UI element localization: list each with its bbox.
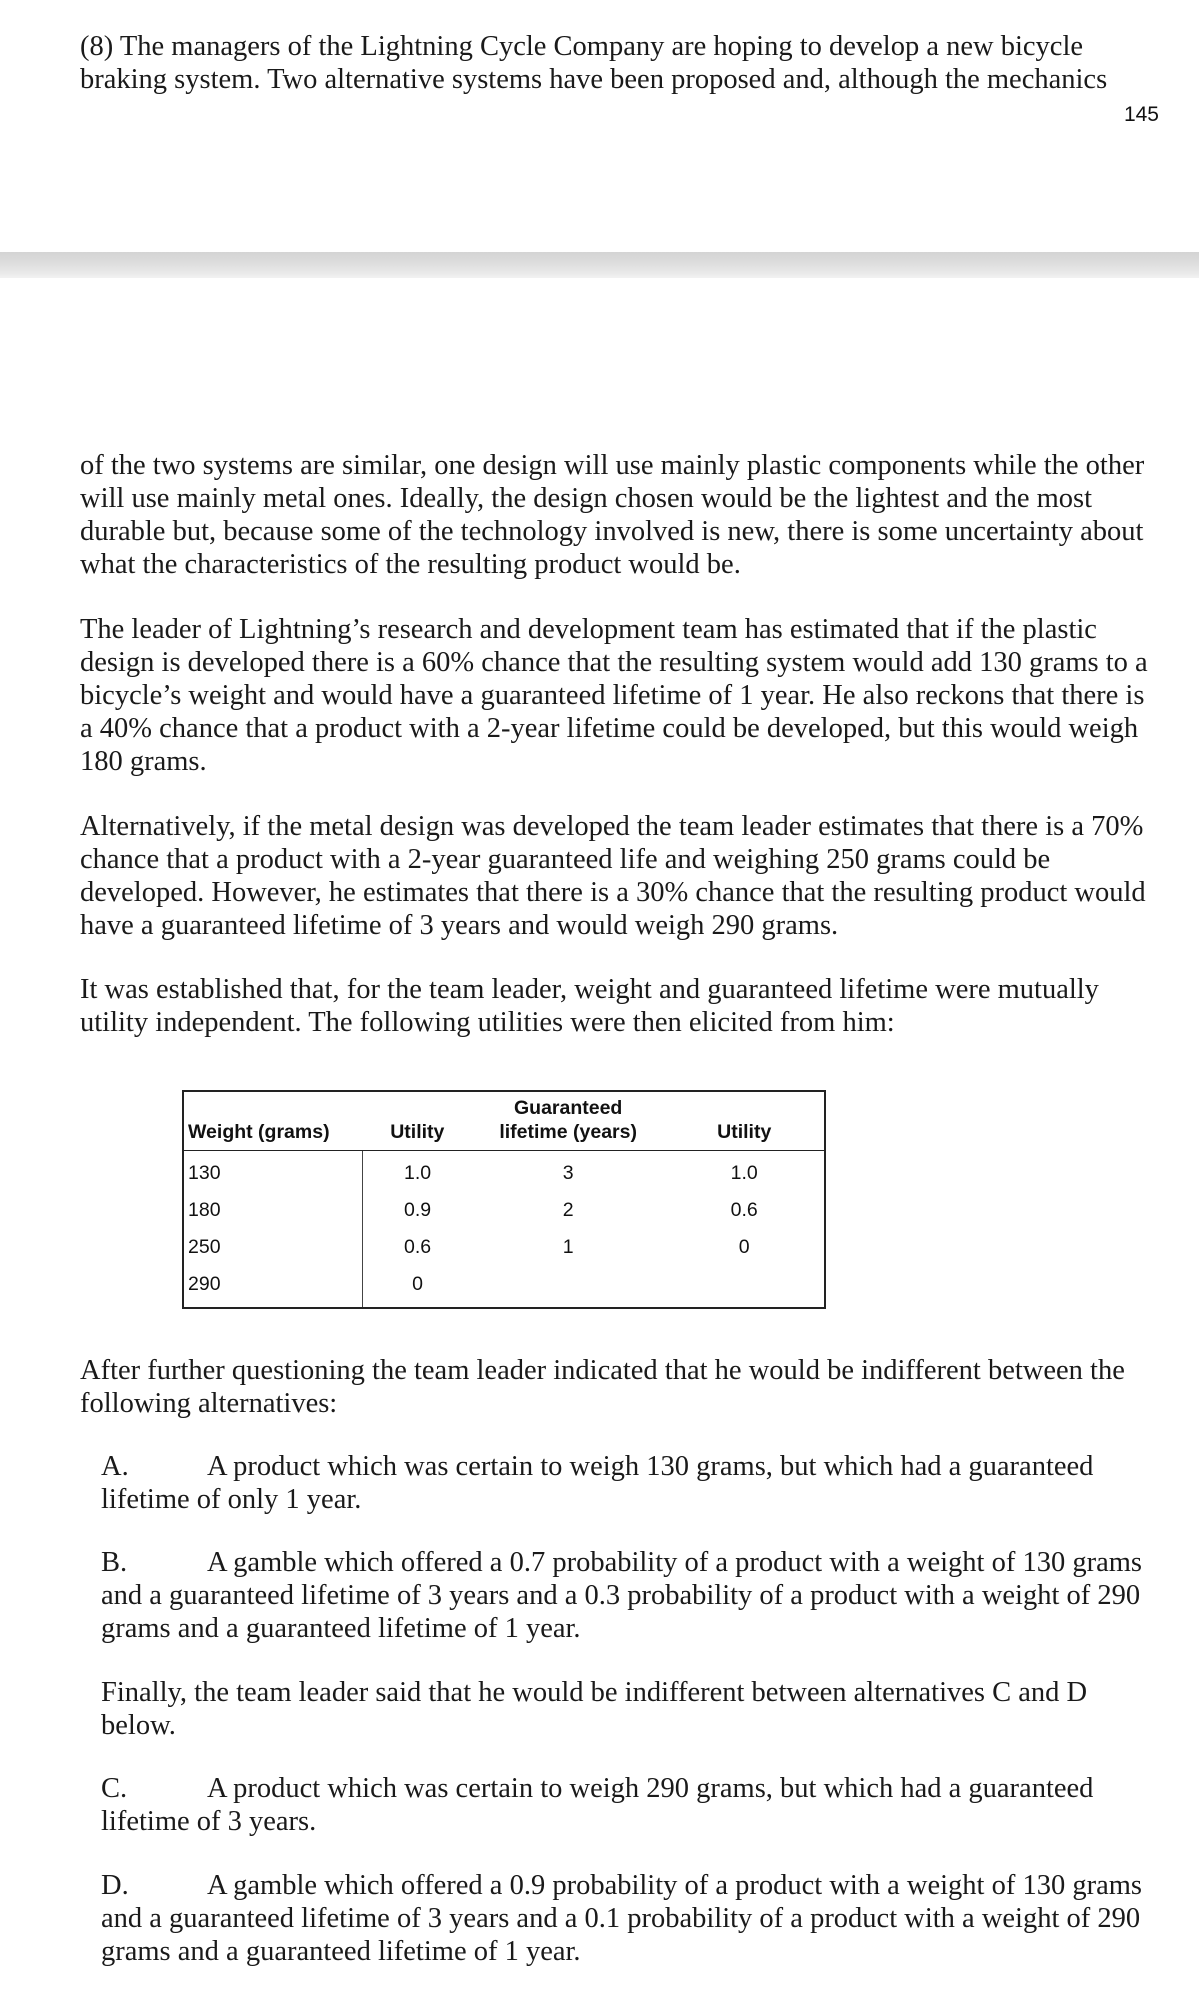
option-b-letter: B. xyxy=(101,1547,128,1578)
question-heading xyxy=(80,30,1160,96)
option-b xyxy=(101,1546,1161,1645)
option-a xyxy=(101,1450,1161,1516)
utility-table xyxy=(182,1090,826,1309)
option-c-text: A product which was certain to weigh 290 grams, but which had a guaranteed lifetime of 3 years. xyxy=(101,1773,1094,1837)
paragraph-metal-design: Alternatively, if the metal design was developed the team leader estimates that there is a 70% chance that a product with a 2-year guaranteed life and weighing 250 grams could be developed. However, he estimates that there is a 30% chance that the resulting product would have a guaranteed lifetime of 3 years and would weigh 290 grams. xyxy=(80,811,1146,941)
weight-cell: 180 xyxy=(183,1192,363,1229)
table-row xyxy=(183,1266,825,1308)
header-weight: Weight (grams) xyxy=(183,1091,363,1151)
lifetime-cell: 1 xyxy=(562,1236,574,1258)
option-a-text: A product which was certain to weigh 130 grams, but which had a guaranteed lifetime of only 1 year. xyxy=(101,1451,1094,1515)
lifetime-cell: 3 xyxy=(562,1162,574,1184)
paragraph-plastic-design: The leader of Lightning’s research and development team has estimated that if the plastic design is developed there is a 60% chance that the resulting system would add 130 grams to a bicycle’s weight and would have a guaranteed lifetime of 1 year. He also reckons that there is a 40% chance that a product with a 2-year lifetime could be developed, but this would weigh 180 grams. xyxy=(80,614,1148,777)
option-c xyxy=(101,1772,1161,1838)
header-weight-utility: Utility xyxy=(363,1091,472,1151)
heading-line-2: braking system. Two alternative systems have been proposed and, although the mechanics xyxy=(80,64,1108,95)
paragraph-systems: of the two systems are similar, one design will use mainly plastic components while the other will use mainly metal ones. Ideally, the design chosen would be the lightest and the most durable but, because some of the technology involved is new, there is some uncertainty about what the characteristics of the resulting product would be. xyxy=(80,450,1145,580)
weight-cell: 290 xyxy=(183,1266,363,1308)
weight-cell: 130 xyxy=(183,1151,363,1193)
weight-utility-cell: 1.0 xyxy=(404,1162,432,1184)
lifetime-utility-cell: 0 xyxy=(738,1236,750,1258)
option-d-letter: D. xyxy=(101,1870,129,1901)
paragraph-further-questioning: After further questioning the team leader indicated that he would be indifferent between the following alternatives: xyxy=(80,1355,1125,1419)
table-row xyxy=(183,1192,825,1229)
weight-cell: 250 xyxy=(183,1229,363,1266)
option-b-text: A gamble which offered a 0.7 probability of a product with a weight of 130 grams and a guaranteed lifetime of 3 years and a 0.3 probability of a product with a weight of 290 grams and a guaranteed lifetime of 1 year. xyxy=(101,1547,1142,1644)
header-lifetime-utility: Utility xyxy=(664,1091,825,1151)
option-d xyxy=(101,1869,1161,1968)
lifetime-utility-cell xyxy=(664,1266,825,1308)
lifetime-utility-cell: 1.0 xyxy=(730,1162,758,1184)
weight-utility-cell: 0 xyxy=(412,1273,423,1295)
weight-utility-cell: 0.9 xyxy=(404,1199,432,1221)
page-number: 145 xyxy=(1123,103,1159,126)
weight-utility-cell: 0.6 xyxy=(404,1236,432,1258)
table-row xyxy=(183,1151,825,1193)
heading-line-1: (8) The managers of the Lightning Cycle Company are hoping to develop a new bicycle xyxy=(80,31,1084,62)
lifetime-utility-cell: 0.6 xyxy=(730,1199,758,1221)
paragraph-utility-independence: It was established that, for the team leader, weight and guaranteed lifetime were mutually utility independent. The following utilities were then elicited from him: xyxy=(80,974,1099,1038)
option-a-letter: A. xyxy=(101,1451,129,1482)
page-break-divider xyxy=(0,252,1199,278)
option-d-text: A gamble which offered a 0.9 probability of a product with a weight of 130 grams and a guaranteed lifetime of 3 years and a 0.1 probability of a product with a weight of 290 grams and a guaranteed lifetime of 1 year. xyxy=(101,1870,1142,1967)
paragraph-finally: Finally, the team leader said that he would be indifferent between alternatives C and D below. xyxy=(101,1677,1088,1741)
option-c-letter: C. xyxy=(101,1773,128,1804)
lifetime-cell xyxy=(472,1266,665,1308)
lifetime-cell: 2 xyxy=(562,1199,574,1221)
table-row xyxy=(183,1229,825,1266)
table-header-row xyxy=(183,1091,825,1151)
header-lifetime: Guaranteed lifetime (years) xyxy=(472,1091,665,1151)
